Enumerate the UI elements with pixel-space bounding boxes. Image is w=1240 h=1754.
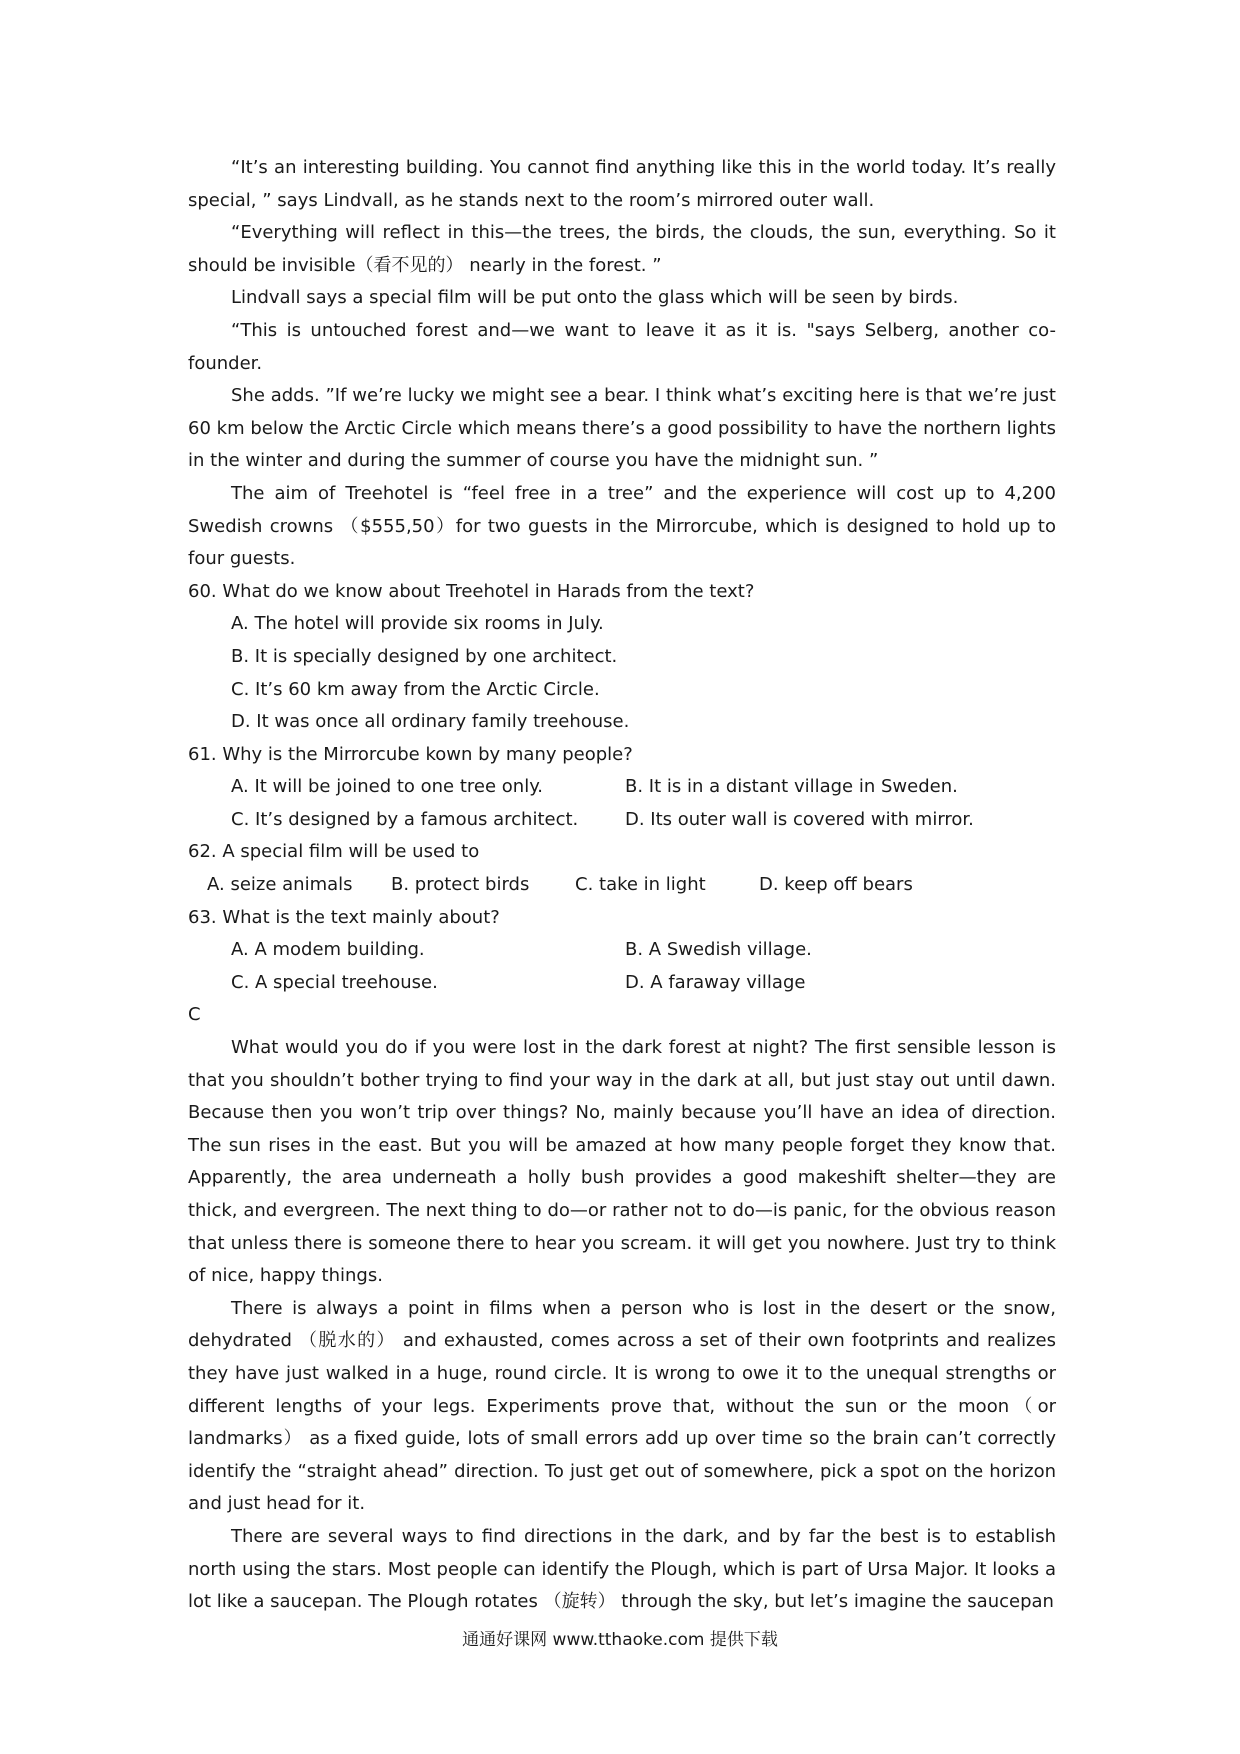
paragraph: “It’s an interesting building. You cannot find anything like this in the world today. It’s really special, ” says Lindvall, as he stands next to the room’s mirrored outer wall. (188, 157, 1056, 211)
paragraph: Lindvall says a special film will be put onto the glass which will be seen by birds. (231, 287, 959, 309)
option-d: D. keep off bears (759, 874, 913, 896)
question-61 (188, 739, 1056, 837)
option-d: D. A faraway village (625, 971, 806, 993)
option-c: C. A special treehouse. (231, 971, 438, 993)
question-stem: 63. What is the text mainly about? (188, 906, 500, 928)
option-a: A. The hotel will provide six rooms in July. (231, 613, 604, 635)
paragraph: She adds. ”If we’re lucky we might see a bear. I think what’s exciting here is that we’re just 60 km below the Arctic Circle which means there’s a good possibility to have the northern lights in the winter and during the summer of course you have the midnight sun. ” (188, 385, 1056, 472)
option-d: D. It was once all ordinary family treehouse. (231, 711, 630, 733)
option-a: A. It will be joined to one tree only. (231, 776, 544, 798)
option-row (188, 804, 1056, 837)
option-c: C. It’s designed by a famous architect. (231, 808, 579, 830)
paragraph: There are several ways to find directions in the dark, and by far the best is to establish north using the stars. Most people can identify the Plough, which is part of Ursa Major. It looks a lot like a saucepan. The Plough rotates （旋转） through the sky, but let’s imagine the saucepan (188, 1525, 1056, 1613)
question-stem: 62. A special film will be used to (188, 841, 480, 863)
section-label: C (188, 1004, 201, 1026)
paragraph: There is always a point in films when a person who is lost in the desert or the snow, dehydrated （脱水的） and exhausted, comes across a set of their own footprints and realizes they have just walked in a huge, round circle. It is wrong to owe it to the unequal strengths or different lengths of your legs. Experiments prove that, without the sun or the moon（or landmarks） as a fixed guide, lots of small errors add up over time so the brain can’t correctly identify the “straight ahead” direction. To just get out of somewhere, pick a spot on the horizon and just head for it. (188, 1297, 1056, 1515)
option-a: A. A modem building. (231, 939, 425, 961)
paragraph: “Everything will reflect in this—the trees, the birds, the clouds, the sun, everything. So it should be invisible（看不见的） nearly in the forest. ” (188, 222, 1056, 276)
paragraph: “This is untouched forest and—we want to leave it as it is. "says Selberg, another co-founder. (188, 319, 1056, 374)
option-b: B. A Swedish village. (625, 939, 812, 961)
option-b: B. It is specially designed by one architect. (231, 645, 618, 667)
question-62 (188, 836, 1056, 901)
page-content (188, 152, 1056, 1619)
option-b: B. It is in a distant village in Sweden. (625, 776, 958, 798)
page-footer: 通通好课网 www.tthaoke.com 提供下载 (462, 1630, 778, 1650)
option-c: C. take in light (575, 874, 706, 896)
paragraph: What would you do if you were lost in the dark forest at night? The first sensible lesson is that you shouldn’t bother trying to find your way in the dark at all, but just stay out until dawn. Because then you won’t trip over things? No, mainly because you’ll have an idea of direction. The sun rises in the east. But you will be amazed at how many people forget they know that. Apparently, the area underneath a holly bush provides a good makeshift shelter—they are thick, and evergreen. The next thing to do—or rather not to do—is panic, for the obvious reason that unless there is someone there to hear you scream. it will get you nowhere. Just try to think of nice, happy things. (188, 1037, 1056, 1287)
option-d: D. Its outer wall is covered with mirror. (625, 808, 974, 830)
option-row (188, 869, 1056, 902)
question-63 (188, 902, 1056, 1000)
question-60 (188, 576, 1056, 739)
option-row (188, 967, 1056, 1000)
option-row (188, 771, 1056, 804)
paragraph: The aim of Treehotel is “feel free in a tree” and the experience will cost up to 4,200 Swedish crowns （$555,50）for two guests in the Mirrorcube, which is designed to hold up to four guests. (188, 482, 1056, 570)
option-a: A. seize animals (207, 874, 353, 896)
question-stem: 60. What do we know about Treehotel in Harads from the text? (188, 580, 755, 602)
option-c: C. It’s 60 km away from the Arctic Circle. (231, 678, 600, 700)
option-row (188, 934, 1056, 967)
question-stem: 61. Why is the Mirrorcube kown by many people? (188, 743, 633, 765)
option-b: B. protect birds (391, 874, 530, 896)
